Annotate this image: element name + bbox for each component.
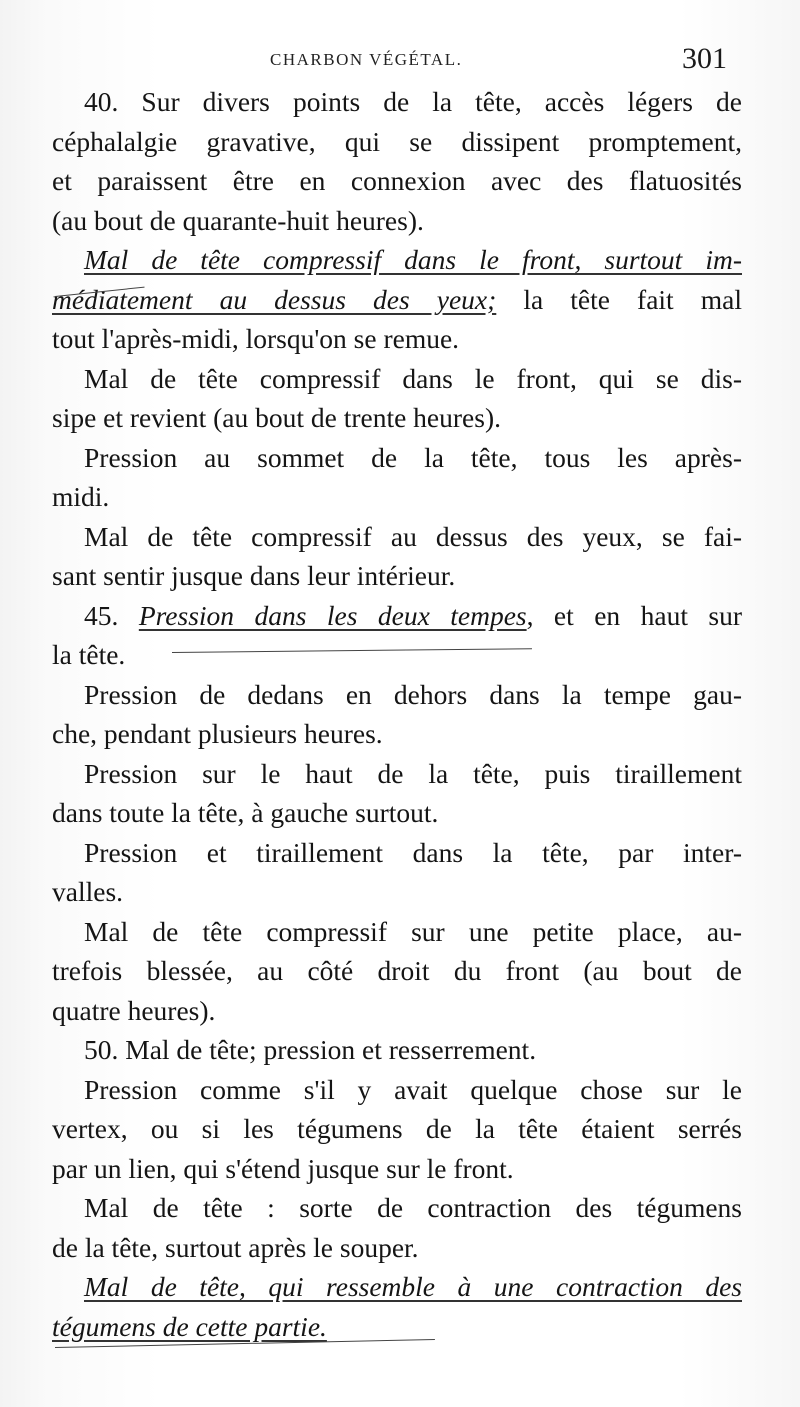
text-line: Mal de tête compressif dans le front, qui se dis-: [84, 362, 742, 394]
text-line: 40. Sur divers points de la tête, accès légers de: [84, 86, 742, 117]
text-line: valles.: [52, 876, 124, 907]
paragraph: [52, 675, 742, 754]
text-line: [52, 280, 742, 320]
italic-underlined-text: Pression dans les deux tempes: [138, 599, 527, 631]
text-line: dans toute la tête, à gauche surtout.: [52, 797, 439, 828]
paragraph: [52, 833, 742, 912]
text-line: vertex, ou si les tégumens de la tête étaient serrés: [52, 1113, 742, 1144]
italic-underlined-text: médiatement au dessus des yeux;: [52, 283, 497, 315]
text-line: [52, 1267, 742, 1307]
text-line: et paraissent être en connexion avec des flatuosités: [52, 165, 742, 196]
text-line: midi.: [52, 481, 110, 512]
page-header: [0, 42, 800, 82]
italic-underlined-text: tégumens de cette partie.: [52, 1310, 327, 1342]
text-line: Pression et tiraillement dans la tête, par inter-: [84, 836, 742, 868]
text-line: quatre heures).: [52, 994, 216, 1026]
paragraph: [52, 359, 742, 438]
text-line: par un lien, qui s'étend jusque sur le front.: [52, 1152, 514, 1184]
text-line: che, pendant plusieurs heures.: [52, 718, 383, 749]
paragraph: [52, 438, 742, 517]
paragraph: [52, 517, 742, 596]
paragraph: [52, 240, 742, 359]
page-number: 301: [682, 42, 727, 75]
normal-text: , et en haut sur: [526, 599, 743, 631]
text-line: sant sentir jusque dans leur intérieur.: [52, 560, 456, 591]
text-line: Mal de tête compressif sur une petite place, au-: [84, 915, 742, 947]
text-line: Pression de dedans en dehors dans la tempe gau-: [84, 678, 742, 710]
text-line: Mal de tête compressif au dessus des yeux, se fai-: [84, 520, 742, 552]
text-line: Pression comme s'il y avait quelque chose sur le: [84, 1073, 742, 1105]
text-line: céphalalgie gravative, qui se dissipent promptement,: [52, 125, 742, 157]
italic-underlined-text: Mal de tête, qui ressemble à une contraction des: [84, 1271, 742, 1302]
text-line: 50. Mal de tête; pression et resserrement.: [84, 1034, 537, 1065]
text-line: Mal de tête : sorte de contraction des tégumens: [84, 1192, 742, 1223]
text-line: Pression au sommet de la tête, tous les après-: [84, 441, 742, 473]
paragraph: [52, 1030, 742, 1070]
text-line: la tête.: [52, 639, 126, 670]
italic-underlined-text: Mal de tête compressif dans le front, surtout im-: [84, 244, 742, 275]
normal-text: la tête fait mal: [496, 283, 742, 315]
normal-text: 45.: [84, 599, 139, 631]
text-line: tout l'après-midi, lorsqu'on se remue.: [52, 323, 460, 354]
text-line: (au bout de quarante-huit heures).: [52, 204, 424, 236]
text-line: sipe et revient (au bout de trente heures).: [52, 402, 501, 433]
text-line: de la tête, surtout après le souper.: [52, 1231, 419, 1263]
paragraph: [52, 1267, 742, 1346]
paragraph: [52, 1188, 742, 1267]
paragraph: [52, 912, 742, 1031]
text-line: [52, 596, 742, 636]
paragraph: [52, 754, 742, 833]
body-text: [52, 82, 742, 1346]
paragraph: [52, 82, 742, 240]
text-line: trefois blessée, au côté droit du front (au bout de: [52, 955, 742, 986]
text-line: [52, 240, 742, 280]
paragraph: [52, 596, 742, 675]
paragraph: [52, 1070, 742, 1189]
text-line: Pression sur le haut de la tête, puis tiraillement: [84, 757, 742, 789]
running-title: CHARBON VÉGÉTAL.: [270, 50, 463, 69]
